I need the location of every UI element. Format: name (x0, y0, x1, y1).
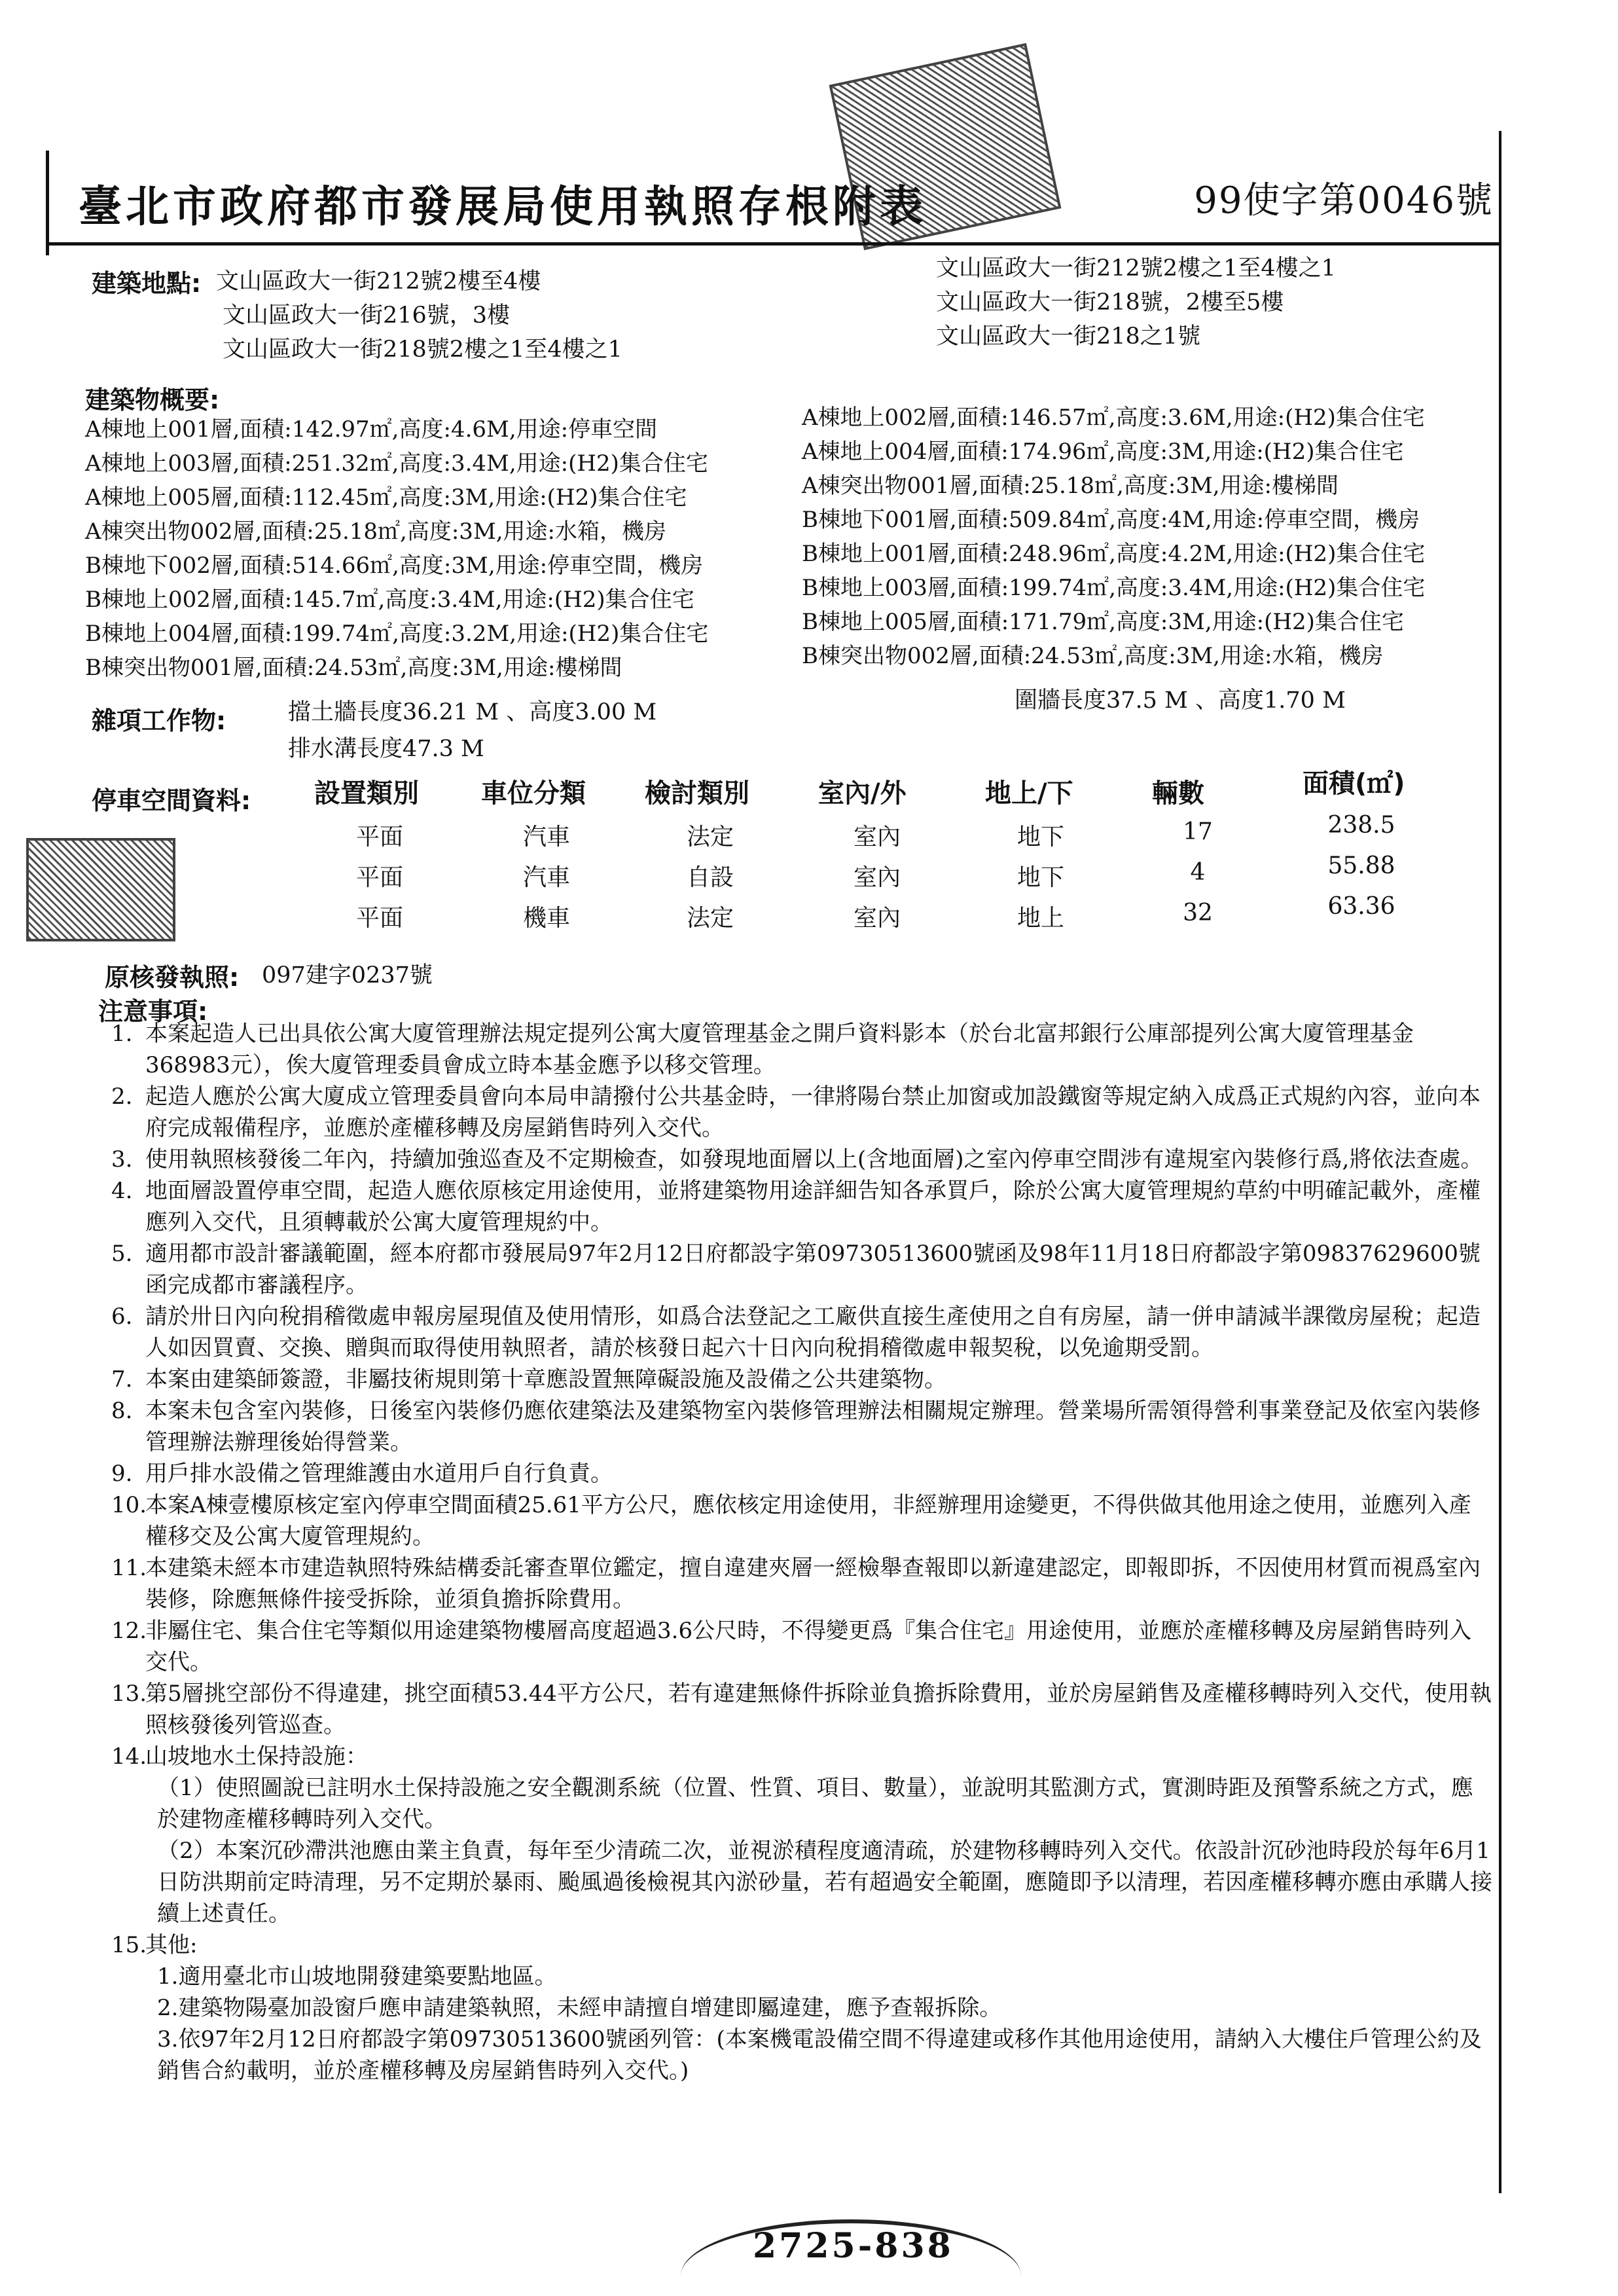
parking-cell: 4 (1190, 859, 1206, 886)
parking-cell: 17 (1183, 818, 1213, 845)
location-right-1: 文山區政大一街212號2樓之1至4樓之1 (936, 255, 1336, 282)
parking-cell: 汽車 (522, 824, 570, 850)
notes-label: 注意事項: (98, 997, 208, 1026)
note-item (111, 1489, 1492, 1552)
overview-label: 建築物概要: (85, 386, 220, 414)
note-number: 14. (111, 1743, 147, 1770)
parking-cell: 室內 (853, 905, 901, 932)
overview-left-4: A棟突出物002層,面積:25.18㎡,高度:3M,用途:水箱，機房 (85, 519, 667, 545)
note-number: 2. (111, 1084, 133, 1110)
parking-cell: 32 (1183, 900, 1213, 926)
parking-header-count: 輛數 (1152, 778, 1204, 809)
misc-works-item-3: 圍牆長度37.5 M 、高度1.70 M (1015, 687, 1346, 714)
overview-right-7: B棟地上005層,面積:171.79㎡,高度:3M,用途:(H2)集合住宅 (802, 609, 1404, 635)
overview-left-6: B棟地上002層,面積:145.7㎡,高度:3.4M,用途:(H2)集合住宅 (85, 587, 694, 613)
note-item (111, 1961, 1492, 1992)
note-number: 8. (111, 1398, 133, 1424)
note-text: 本案未包含室內裝修，日後室內裝修仍應依建築法及建築物室內裝修管理辦法相關規定辦理。營業場所需領得營利事業登記及依室內裝修管理辦法辦理後始得營業。 (145, 1398, 1481, 1455)
parking-header-setup-type: 設置類別 (314, 778, 419, 809)
note-text: 非屬住宅、集合住宅等類似用途建築物樓層高度超過3.6公尺時，不得變更爲『集合住宅』用途使用，並應於產權移轉及房屋銷售時列入交代。 (145, 1618, 1472, 1675)
original-permit-value: 097建字0237號 (262, 962, 433, 989)
stamp-number: 2725-838 (753, 2226, 954, 2266)
overview-right-8: B棟突出物002層,面積:24.53㎡,高度:3M,用途:水箱，機房 (802, 643, 1384, 669)
overview-right-1: A棟地上002層,面積:146.57㎡,高度:3.6M,用途:(H2)集合住宅 (802, 405, 1425, 431)
note-item (111, 1678, 1492, 1741)
note-text: 用戶排水設備之管理維護由水道用戶自行負責。 (145, 1461, 613, 1487)
parking-cell: 室內 (853, 824, 901, 850)
parking-cell: 機車 (522, 905, 570, 932)
misc-works-label: 雜項工作物: (92, 706, 226, 735)
right-border (1499, 131, 1501, 2193)
note-item (111, 1081, 1492, 1144)
overview-right-6: B棟地上003層,面積:199.74㎡,高度:3.4M,用途:(H2)集合住宅 (802, 575, 1426, 601)
note-item (111, 1364, 1492, 1395)
location-left-2: 文山區政大一街216號，3樓 (223, 302, 511, 329)
location-left-3: 文山區政大一街218號2樓之1至4樓之1 (223, 337, 622, 363)
note-text: 1.適用臺北市山坡地開發建築要點地區。 (157, 1963, 557, 1990)
note-number: 7. (111, 1366, 133, 1393)
note-number: 1. (111, 1021, 133, 1047)
note-number: 11. (111, 1555, 147, 1581)
note-number: 9. (111, 1461, 133, 1487)
parking-cell: 自設 (686, 864, 734, 891)
note-number: 15. (111, 1932, 147, 1958)
note-item (111, 1395, 1492, 1458)
parking-header-above-below: 地上/下 (985, 778, 1073, 809)
parking-cell: 63.36 (1327, 893, 1395, 920)
parking-label: 停車空間資料: (92, 786, 251, 815)
note-text: 使用執照核發後二年內，持續加強巡查及不定期檢查，如發現地面層以上(含地面層)之室內停車空間涉有違規室內裝修行爲,將依法查處。 (145, 1146, 1483, 1173)
overview-left-7: B棟地上004層,面積:199.74㎡,高度:3.2M,用途:(H2)集合住宅 (85, 621, 709, 647)
note-text: （1）使照圖說已註明水土保持設施之安全觀測系統（位置、性質、項目、數量），並說明其監測方式，實測時距及預警系統之方式，應於建物產權移轉時列入交代。 (157, 1775, 1473, 1832)
parking-cell: 平面 (355, 824, 403, 850)
parking-cell: 地下 (1016, 824, 1064, 850)
permit-number: 99使字第0046號 (1194, 179, 1494, 222)
note-text: 山坡地水土保持設施： (145, 1743, 368, 1770)
note-item (111, 1772, 1492, 1835)
parking-header-area: 面積(㎡) (1303, 769, 1405, 799)
title-underline (46, 242, 1499, 246)
overview-right-3: A棟突出物001層,面積:25.18㎡,高度:3M,用途:樓梯間 (802, 473, 1339, 499)
note-item (111, 1238, 1492, 1301)
parking-cell: 平面 (355, 864, 403, 891)
original-permit-label: 原核發執照: (105, 963, 240, 992)
parking-cell: 法定 (686, 824, 734, 850)
official-seal-left-stamp (26, 838, 175, 941)
note-item (111, 1175, 1492, 1238)
note-number: 3. (111, 1146, 133, 1173)
note-number: 4. (111, 1178, 133, 1204)
parking-cell: 地下 (1016, 864, 1064, 891)
note-text: 起造人應於公寓大廈成立管理委員會向本局申請撥付公共基金時，一律將陽台禁止加窗或加設鐵窗等規定納入成爲正式規約內容，並向本府完成報備程序，並應於產權移轉及房屋銷售時列入交代。 (145, 1084, 1481, 1141)
misc-works-item-2: 排水溝長度47.3 M (288, 736, 484, 762)
notes-list (111, 1018, 1492, 2086)
overview-right-5: B棟地上001層,面積:248.96㎡,高度:4.2M,用途:(H2)集合住宅 (802, 541, 1426, 567)
note-text: （2）本案沉砂滯洪池應由業主負責，每年至少清疏二次，並視淤積程度適清疏，於建物移轉時列入交代。依設計沉砂池時段於每年6月1日防洪期前定時清理，另不定期於暴雨、颱風過後檢視其內淤砂量，若有超過安全範圍，應隨即予以清理，若因產權移轉亦應由承購人接續上述責任。 (157, 1838, 1492, 1927)
note-text: 請於卅日內向稅捐稽徵處申報房屋現值及使用情形，如爲合法登記之工廠供直接生產使用之自有房屋，請一併申請減半課徵房屋稅；起造人如因買賣、交換、贈與而取得使用執照者，請於核發日起六十日內向稅捐稽徵處申報契稅，以免逾期受罰。 (145, 1303, 1481, 1361)
note-text: 第5層挑空部份不得違建，挑空面積53.44平方公尺，若有違建無條件拆除並負擔拆除費用，並於房屋銷售及產權移轉時列入交代，使用執照核發後列管巡查。 (145, 1681, 1492, 1738)
overview-left-3: A棟地上005層,面積:112.45㎡,高度:3M,用途:(H2)集合住宅 (85, 484, 687, 511)
overview-right-2: A棟地上004層,面積:174.96㎡,高度:3M,用途:(H2)集合住宅 (802, 439, 1404, 465)
note-text: 其他: (145, 1932, 198, 1958)
note-item (111, 1929, 1492, 1961)
parking-header-vehicle-type: 車位分類 (481, 778, 586, 809)
note-item (111, 1018, 1492, 1081)
note-item (111, 1144, 1492, 1175)
overview-right-4: B棟地下001層,面積:509.84㎡,高度:4M,用途:停車空間，機房 (802, 507, 1420, 533)
overview-left-5: B棟地下002層,面積:514.66㎡,高度:3M,用途:停車空間，機房 (85, 553, 704, 579)
note-text: 本案由建築師簽證，非屬技術規則第十章應設置無障礙設施及設備之公共建築物。 (145, 1366, 946, 1393)
note-number: 10. (111, 1492, 147, 1518)
note-item (111, 1458, 1492, 1489)
parking-header-review-type: 檢討類別 (645, 778, 749, 809)
overview-left-8: B棟突出物001層,面積:24.53㎡,高度:3M,用途:樓梯間 (85, 655, 622, 681)
location-label: 建築地點: (92, 269, 202, 298)
parking-cell: 平面 (355, 905, 403, 932)
parking-cell: 室內 (853, 864, 901, 891)
parking-cell: 238.5 (1327, 812, 1395, 839)
overview-left-2: A棟地上003層,面積:251.32㎡,高度:3.4M,用途:(H2)集合住宅 (85, 450, 708, 477)
note-item (111, 2024, 1492, 2086)
note-text: 本案A棟壹樓原核定室內停車空間面積25.61平方公尺，應依核定用途使用，非經辦理用途變更，不得供做其他用途之使用，並應列入產權移交及公寓大廈管理規約。 (145, 1492, 1471, 1550)
note-item (111, 1741, 1492, 1772)
note-text: 2.建築物陽臺加設窗戶應申請建築執照，未經申請擅自增建即屬違建，應予查報拆除。 (157, 1995, 1002, 2021)
note-item (111, 1301, 1492, 1364)
location-right-3: 文山區政大一街218之1號 (936, 323, 1201, 350)
note-item (111, 1992, 1492, 2024)
note-number: 6. (111, 1303, 133, 1330)
note-number: 13. (111, 1681, 147, 1707)
note-text: 本建築未經本市建造執照特殊結構委託審查單位鑑定，擅自違建夾層一經檢舉查報即以新違建認定，即報即拆，不因使用材質而視爲室內裝修，除應無條件接受拆除，並須負擔拆除費用。 (145, 1555, 1481, 1613)
note-text: 地面層設置停車空間，起造人應依原核定用途使用，並將建築物用途詳細告知各承買戶，除於公寓大廈管理規約草約中明確記載外，產權應列入交代，且須轉載於公寓大廈管理規約中。 (145, 1178, 1481, 1235)
misc-works-item-1: 擋土牆長度36.21 M 、高度3.00 M (288, 699, 657, 725)
note-text: 3.依97年2月12日府都設字第09730513600號函列管：(本案機電設備空間不得違建或移作其他用途使用，請納入大樓住戶管理公約及銷售合約載明，並於產權移轉及房屋銷售時列入交代。) (157, 2026, 1482, 2084)
note-number: 12. (111, 1618, 147, 1644)
location-left-1: 文山區政大一街212號2樓至4樓 (216, 268, 541, 295)
parking-header-indoor-outdoor: 室內/外 (818, 778, 907, 809)
parking-cell: 55.88 (1327, 852, 1395, 879)
note-item (111, 1835, 1492, 1929)
document-title: 臺北市政府都市發展局使用執照存根附表 (79, 181, 927, 232)
parking-cell: 地上 (1016, 905, 1064, 932)
left-border (46, 151, 49, 255)
note-item (111, 1615, 1492, 1678)
parking-cell: 汽車 (522, 864, 570, 891)
note-text: 本案起造人已出具依公寓大廈管理辦法規定提列公寓大廈管理基金之開戶資料影本（於台北富邦銀行公庫部提列公寓大廈管理基金368983元），俟大廈管理委員會成立時本基金應予以移交管理。 (145, 1021, 1414, 1078)
note-item (111, 1552, 1492, 1615)
location-right-2: 文山區政大一街218號，2樓至5樓 (936, 289, 1284, 316)
overview-left-1: A棟地上001層,面積:142.97㎡,高度:4.6M,用途:停車空間 (85, 416, 658, 443)
note-number: 5. (111, 1241, 133, 1267)
parking-cell: 法定 (686, 905, 734, 932)
note-text: 適用都市設計審議範圍，經本府都市發展局97年2月12日府都設字第09730513600號函及98年11月18日府都設字第09837629600號函完成都市審議程序。 (145, 1241, 1481, 1298)
